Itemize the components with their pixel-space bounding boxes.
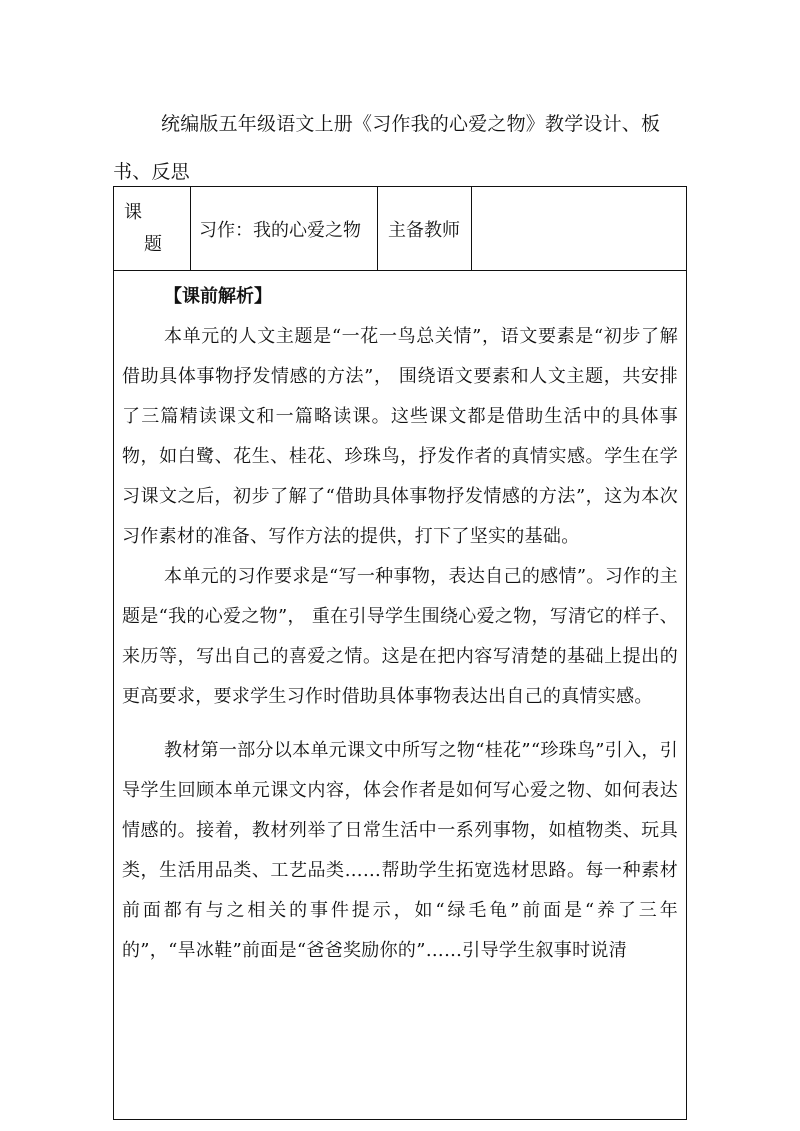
course-name-cell: 习作：我的心爱之物 xyxy=(191,187,378,271)
teacher-value-cell xyxy=(472,187,687,271)
table-header-row xyxy=(114,187,687,271)
lesson-table xyxy=(113,186,687,1120)
paragraph-1: 本单元的人文主题是“一花一鸟总关情”，语文要素是“初步了解借助具体事物抒发情感的方法”， 围绕语文要素和人文主题，共安排了三篇精读课文和一篇略读课。这些课文都是借助生活中的具体事物，如白鹭、花生、桂花、珍珠鸟，抒发作者的真情实感。学生在学习课文之后，初步了解了“借助具体事物抒发情感的方法”，这为本次习作素材的准备、写作方法的提供，打下了坚实的基础。 xyxy=(122,326,678,547)
table-body-row xyxy=(114,271,687,1120)
analysis-cell xyxy=(114,271,687,1120)
paragraph-2: 本单元的习作要求是“写一种事物，表达自己的感情”。习作的主题是“我的心爱之物”， 重在引导学生围绕心爱之物，写清它的样子、来历等，写出自己的喜爱之情。这是在把内容写清楚的基础上提出的更高要求，要求学生习作时借助具体事物表达出自己的真情实感。 xyxy=(122,566,678,707)
section-title: 【课前解析】 xyxy=(164,286,272,307)
subject-label-line2: 题 xyxy=(144,233,162,255)
subject-label-line1: 课 xyxy=(124,201,142,223)
subject-label-cell xyxy=(114,187,191,271)
paragraph-3: 教材第一部分以本单元课文中所写之物“桂花”“珍珠鸟”引入，引导学生回顾本单元课文内容，体会作者是如何写心爱之物、如何表达情感的。接着，教材列举了日常生活中一系列事物，如植物类、玩具类，生活用品类、工艺品类……帮助学生拓宽选材思路。每一种素材前面都有与之相关的事件提示，如“绿毛龟”前面是“养了三年的”，“旱冰鞋”前面是“爸爸奖励你的”……引导学生叙事时说清 xyxy=(122,740,678,961)
teacher-label-cell: 主备教师 xyxy=(378,187,472,271)
document-title: 统编版五年级语文上册《习作我的心爱之物》教学设计、板书、反思 xyxy=(113,113,661,183)
